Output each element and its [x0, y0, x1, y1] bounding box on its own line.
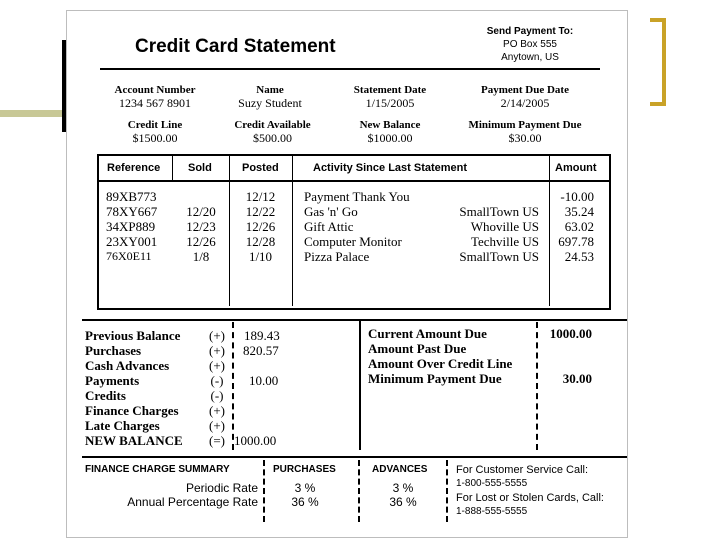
statement-date-field: [335, 84, 445, 111]
sign: (-): [210, 388, 224, 403]
table-row-location: Techville US: [470, 234, 539, 249]
cash-advances-label: Cash Advances: [85, 358, 170, 373]
minimum-payment-label: Minimum Payment Due: [468, 119, 582, 131]
send-payment-line1: PO Box 555: [503, 39, 557, 50]
table-row-description: Computer Monitor: [304, 234, 402, 249]
col-divider-4: [549, 156, 550, 306]
send-payment-line2: Anytown, US: [501, 52, 559, 63]
table-row-posted: 1/10: [248, 249, 273, 264]
payment-due-date-field: [460, 84, 590, 111]
table-row-description: Payment Thank You: [304, 189, 410, 204]
summary-values: [234, 328, 280, 448]
lost-stolen-phone: 1-888-555-5555: [456, 506, 528, 517]
table-row-reference: 34XP889: [106, 219, 156, 234]
finance-advances-header: ADVANCES: [372, 464, 428, 475]
credit-available-field: [215, 119, 330, 146]
payment-due-date-label: Payment Due Date: [481, 84, 569, 96]
due-labels: [368, 326, 512, 386]
sign: (+): [209, 328, 225, 343]
table-row-sold: 12/26: [186, 234, 216, 249]
payment-due-date-value: 2/14/2005: [500, 96, 550, 110]
table-row-amount: 24.53: [564, 249, 594, 264]
finance-divider-1: [263, 460, 265, 522]
lost-stolen-label: For Lost or Stolen Cards, Call:: [456, 492, 604, 504]
credit-line-field: [100, 119, 210, 146]
col-header-activity: Activity Since Last Statement: [313, 162, 468, 174]
table-row-amount: 63.02: [564, 219, 594, 234]
new-balance-summary-value: 1000.00: [234, 433, 277, 448]
purchases-value: 820.57: [243, 343, 279, 358]
col-header-reference: Reference: [107, 162, 161, 174]
finance-summary-title: FINANCE CHARGE SUMMARY: [85, 464, 230, 475]
summary-signs: [204, 328, 230, 448]
table-row-sold: 1/8: [192, 249, 210, 264]
sign: (+): [209, 358, 225, 373]
summary-dashed-divider: [232, 322, 234, 450]
due-dashed-divider: [536, 322, 538, 450]
credit-line-value: $1500.00: [132, 131, 178, 145]
late-charges-value: [238, 418, 280, 433]
finance-divider-3: [446, 460, 448, 522]
decorative-bracket-bottom: [650, 102, 666, 106]
col-header-sold: Sold: [188, 162, 212, 174]
periodic-rate-label: Periodic Rate: [185, 481, 258, 495]
minimum-payment-field: [455, 119, 595, 146]
description-column: [304, 189, 410, 264]
customer-service-phone: 1-800-555-5555: [456, 478, 528, 489]
credit-line-label: Credit Line: [127, 119, 183, 131]
col-header-posted: Posted: [242, 162, 279, 174]
table-row-sold: [176, 189, 226, 204]
finance-advances-values: [378, 481, 428, 509]
name-value: Suzy Student: [238, 96, 302, 110]
sign: (-): [210, 373, 224, 388]
statement-date-value: 1/15/2005: [365, 96, 415, 110]
apr-purchases: 36 %: [291, 495, 319, 509]
due-values: [540, 326, 592, 386]
sign: (=): [209, 433, 225, 448]
previous-balance-label: Previous Balance: [85, 328, 181, 343]
posted-column: [233, 189, 288, 264]
table-row-amount: 697.78: [558, 234, 594, 249]
name-label: Name: [256, 84, 284, 96]
current-amount-value: 1000.00: [549, 326, 592, 341]
late-charges-label: Late Charges: [85, 418, 160, 433]
credit-available-value: $500.00: [253, 131, 292, 145]
finance-divider-2: [358, 460, 360, 522]
col-divider-3: [292, 156, 293, 306]
sign: (+): [209, 343, 225, 358]
apr-label: Annual Percentage Rate: [127, 495, 258, 509]
table-row-reference: 78XY667: [106, 204, 158, 219]
send-payment-label: Send Payment To:: [486, 26, 574, 37]
table-row-posted: 12/22: [245, 204, 276, 219]
previous-balance-value: 189.43: [244, 328, 280, 343]
customer-service-label: For Customer Service Call:: [456, 464, 589, 476]
periodic-rate-advances: 3 %: [392, 481, 414, 495]
payments-value: 10.00: [249, 373, 279, 388]
col-header-amount: Amount: [555, 162, 597, 174]
finance-charges-label: Finance Charges: [85, 403, 179, 418]
finance-purchases-header: PURCHASES: [273, 464, 336, 475]
col-divider-2: [229, 156, 230, 306]
decorative-bracket-side: [662, 18, 666, 106]
table-row-description: Pizza Palace: [304, 249, 370, 264]
table-row-description: Gas 'n' Go: [304, 204, 358, 219]
send-payment-block: [470, 25, 590, 64]
table-row-reference: 76X0E11: [106, 249, 152, 263]
credit-available-label: Credit Available: [234, 119, 311, 131]
table-row-amount: 35.24: [564, 204, 594, 219]
table-row-location: [430, 189, 539, 204]
new-balance-summary-label: NEW BALANCE: [85, 433, 183, 448]
new-balance-value: $1000.00: [367, 131, 413, 145]
customer-service-block: [456, 463, 604, 519]
table-row-sold: 12/23: [186, 219, 216, 234]
credits-value: [238, 388, 280, 403]
new-balance-field: [335, 119, 445, 146]
past-due-label: Amount Past Due: [368, 341, 467, 356]
finance-purchases-values: [280, 481, 330, 509]
statement-date-label: Statement Date: [353, 84, 427, 96]
amount-column: [552, 189, 594, 264]
minimum-due-label: Minimum Payment Due: [368, 371, 502, 386]
table-row-reference: 23XY001: [106, 234, 158, 249]
new-balance-label: New Balance: [359, 119, 421, 131]
table-row-posted: 12/12: [245, 189, 276, 204]
sold-column: [176, 189, 226, 264]
finance-charges-value: [238, 403, 280, 418]
decorative-bar-left: [0, 110, 66, 117]
minimum-payment-value: $30.00: [508, 131, 542, 145]
table-row-reference: 89XB773: [106, 189, 157, 204]
table-row-sold: 12/20: [186, 204, 216, 219]
account-number-label: Account Number: [114, 84, 196, 96]
table-row-amount: -10.00: [560, 189, 594, 204]
finance-rate-labels: [100, 481, 258, 509]
sign: (+): [209, 418, 225, 433]
finance-top-rule: [82, 456, 627, 458]
table-row-posted: 12/28: [245, 234, 276, 249]
statement-title: Credit Card Statement: [135, 36, 336, 57]
sign: (+): [209, 403, 225, 418]
activity-header-divider: [99, 180, 609, 182]
account-number-value: 1234 567 8901: [119, 96, 191, 110]
summary-due-divider: [359, 321, 361, 450]
over-limit-label: Amount Over Credit Line: [368, 356, 513, 371]
table-row-posted: 12/26: [245, 219, 276, 234]
location-column: [430, 189, 539, 264]
purchases-label: Purchases: [85, 343, 142, 358]
name-field: [225, 84, 315, 111]
table-row-location: SmallTown US: [459, 204, 539, 219]
account-number-field: [100, 84, 210, 111]
current-amount-label: Current Amount Due: [368, 326, 487, 341]
title-divider: [100, 68, 600, 70]
periodic-rate-purchases: 3 %: [294, 481, 316, 495]
credits-label: Credits: [85, 388, 126, 403]
summary-labels: [85, 328, 183, 448]
apr-advances: 36 %: [389, 495, 417, 509]
table-row-location: Whoville US: [470, 219, 539, 234]
table-row-description: Gift Attic: [304, 219, 354, 234]
minimum-due-value: 30.00: [562, 371, 592, 386]
table-row-location: SmallTown US: [459, 249, 539, 264]
cash-advances-value: [238, 358, 280, 373]
summary-top-rule: [82, 319, 627, 321]
payments-label: Payments: [85, 373, 140, 388]
reference-column: [106, 189, 157, 264]
col-divider-1: [172, 156, 173, 182]
